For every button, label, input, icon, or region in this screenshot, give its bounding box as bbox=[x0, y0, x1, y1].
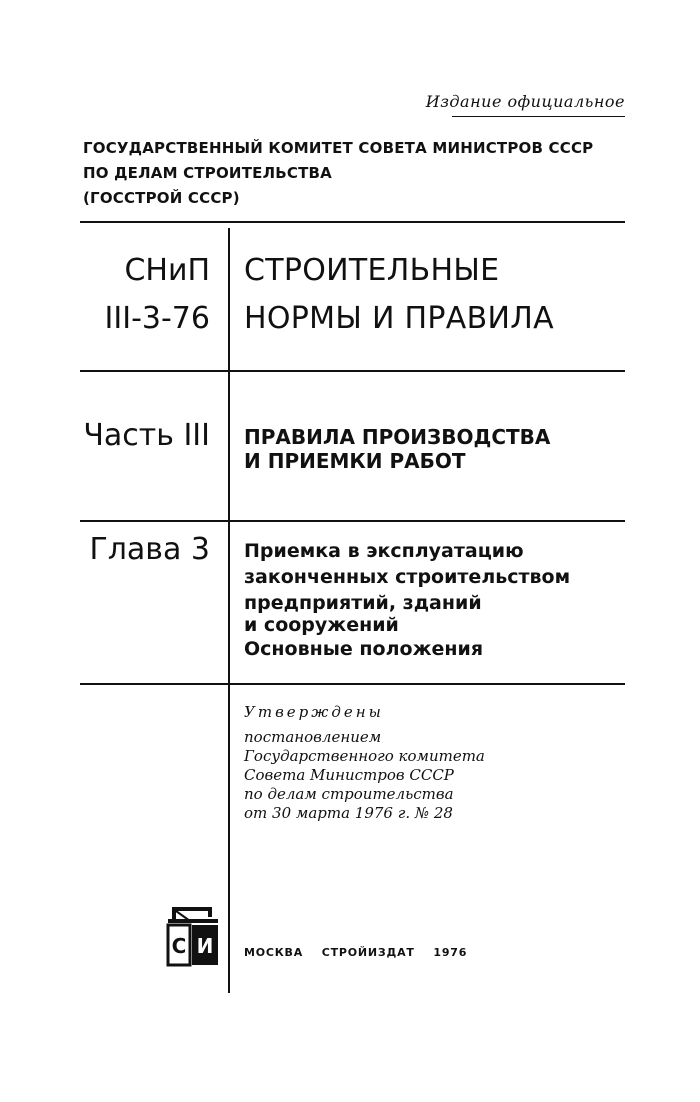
logo-letter-i: И bbox=[196, 934, 214, 958]
snip-number: III-3-76 bbox=[104, 301, 210, 336]
chapter-title-line: законченных строительством bbox=[244, 566, 571, 588]
organization-block bbox=[83, 136, 593, 211]
publisher-logo-icon bbox=[166, 905, 220, 967]
part-title-line2: И ПРИЕМКИ РАБОТ bbox=[244, 449, 466, 473]
publisher-name: СТРОЙИЗДАТ bbox=[321, 946, 415, 959]
divider-rule bbox=[80, 221, 625, 223]
snip-title-line1: СТРОИТЕЛЬНЫЕ bbox=[244, 253, 500, 288]
publisher-year: 1976 bbox=[433, 946, 468, 959]
chapter-label: Глава 3 bbox=[89, 532, 210, 567]
divider-rule bbox=[80, 683, 625, 685]
organization-line: ГОСУДАРСТВЕННЫЙ КОМИТЕТ СОВЕТА МИНИСТРОВ СССР bbox=[83, 139, 594, 157]
approval-block bbox=[244, 703, 485, 823]
snip-label: СНиП bbox=[124, 253, 210, 288]
snip-title-line2: НОРМЫ И ПРАВИЛА bbox=[244, 301, 554, 336]
approval-heading: Утверждены bbox=[244, 703, 384, 721]
approval-line: Государственного комитета bbox=[244, 747, 485, 765]
part-label: Часть III bbox=[83, 418, 210, 453]
approval-line: от 30 марта 1976 г. № 28 bbox=[244, 804, 453, 822]
publisher-city: МОСКВА bbox=[244, 946, 304, 959]
vertical-divider bbox=[228, 228, 230, 993]
publisher-line bbox=[244, 946, 481, 959]
organization-line: ПО ДЕЛАМ СТРОИТЕЛЬСТВА bbox=[83, 164, 332, 182]
chapter-title-line: и сооружений bbox=[244, 614, 399, 636]
organization-line: (ГОССТРОЙ СССР) bbox=[83, 189, 240, 207]
divider-rule bbox=[80, 520, 625, 522]
chapter-title-line: предприятий, зданий bbox=[244, 592, 482, 614]
edition-underline bbox=[452, 116, 625, 117]
approval-line: по делам строительства bbox=[244, 785, 454, 803]
approval-line: постановлением bbox=[244, 728, 382, 746]
logo-letter-s: С bbox=[171, 934, 187, 958]
divider-rule bbox=[80, 370, 625, 372]
approval-line: Совета Министров СССР bbox=[244, 766, 454, 784]
edition-label: Издание официальное bbox=[425, 92, 625, 111]
chapter-title-line: Приемка в эксплуатацию bbox=[244, 540, 524, 562]
part-title-line1: ПРАВИЛА ПРОИЗВОДСТВА bbox=[244, 425, 551, 449]
chapter-title-line: Основные положения bbox=[244, 638, 484, 660]
